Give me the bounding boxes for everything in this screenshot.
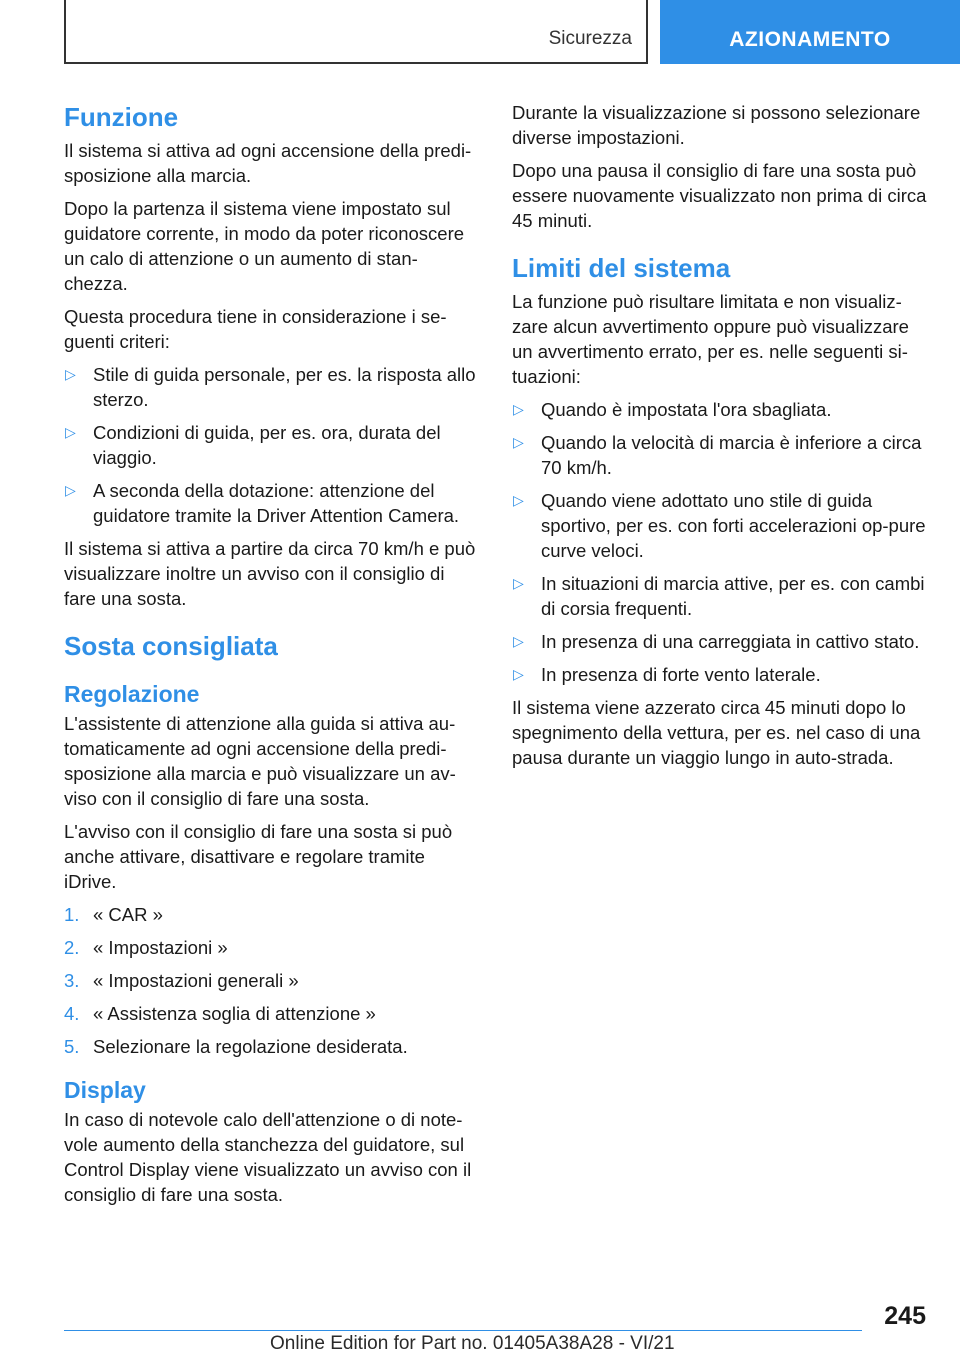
step-text: « CAR » <box>93 904 163 925</box>
triangle-bullet-icon: ▷ <box>513 575 524 591</box>
triangle-bullet-icon: ▷ <box>65 482 76 498</box>
list-item <box>512 488 928 563</box>
paragraph: Dopo la partenza il sistema viene impostato sul guidatore corrente, in modo da poter riconoscere un calo di attenzione o un aumento di stan-chezza. <box>64 198 465 294</box>
triangle-bullet-icon: ▷ <box>513 666 524 682</box>
paragraph: In caso di notevole calo dell'attenzione o di note-vole aumento della stanchezza del guidatore, sul Control Display viene visualizzato un avviso con il consiglio di fare una sosta. <box>64 1109 472 1205</box>
step-item <box>64 1034 480 1059</box>
list-item <box>512 629 928 654</box>
list-item <box>512 662 928 687</box>
paragraph: Dopo una pausa il consiglio di fare una sosta può essere nuovamente visualizzato non prima di circa 45 minuti. <box>512 160 927 231</box>
triangle-bullet-icon: ▷ <box>513 633 524 649</box>
footer-divider <box>64 1330 862 1331</box>
step-number: 1. <box>64 904 80 925</box>
paragraph: Il sistema viene azzerato circa 45 minuti dopo lo spegnimento della vettura, per es. nel caso di una pausa durante un viaggio lungo in auto-strada. <box>512 697 921 768</box>
header-chapter-tab <box>660 0 960 64</box>
page-number: 245 <box>884 1302 926 1330</box>
header-section-box <box>64 0 648 64</box>
list-item-text: In presenza di forte vento laterale. <box>541 664 821 685</box>
paragraph: Il sistema si attiva a partire da circa 70 km/h e può visualizzare inoltre un avviso con il consiglio di fare una sosta. <box>64 538 476 609</box>
triangle-bullet-icon: ▷ <box>513 492 524 508</box>
list-item <box>64 420 480 470</box>
list-item-text: Stile di guida personale, per es. la risposta allo sterzo. <box>93 364 476 410</box>
step-item <box>64 968 480 993</box>
list-item <box>512 571 928 621</box>
step-number: 3. <box>64 970 80 991</box>
right-column <box>512 100 928 778</box>
triangle-bullet-icon: ▷ <box>65 424 76 440</box>
heading-limiti-del-sistema: Limiti del sistema <box>512 253 731 283</box>
list-item-text: Quando è impostata l'ora sbagliata. <box>541 399 832 420</box>
header-section-title: Sicurezza <box>548 28 632 49</box>
criteria-list <box>64 362 480 528</box>
list-item-text: Quando la velocità di marcia è inferiore a circa 70 km/h. <box>541 432 922 478</box>
triangle-bullet-icon: ▷ <box>513 401 524 417</box>
triangle-bullet-icon: ▷ <box>65 366 76 382</box>
heading-display: Display <box>64 1077 146 1103</box>
list-item-text: Quando viene adottato uno stile di guida sportivo, per es. con forti accelerazioni op-pure curve veloci. <box>541 490 926 561</box>
step-text: « Assistenza soglia di attenzione » <box>93 1003 376 1024</box>
paragraph: L'assistente di attenzione alla guida si attiva au-tomaticamente ad ogni accensione della predi-sposizione alla marcia e può visualizzare un av-viso con il consiglio di fare una sosta. <box>64 713 456 809</box>
list-item <box>64 362 480 412</box>
list-item <box>512 430 928 480</box>
heading-regolazione: Regolazione <box>64 681 200 707</box>
heading-sosta-consigliata: Sosta consigliata <box>64 631 278 661</box>
paragraph: Durante la visualizzazione si possono selezionare diverse impostazioni. <box>512 102 921 148</box>
step-item <box>64 902 480 927</box>
paragraph: La funzione può risultare limitata e non visualiz-zare alcun avvertimento oppure può visualizzare un avvertimento errato, per es. nelle seguenti si-tuazioni: <box>512 291 909 387</box>
step-number: 5. <box>64 1036 80 1057</box>
idrive-steps-list <box>64 902 480 1059</box>
step-item <box>64 1001 480 1026</box>
paragraph: Questa procedura tiene in considerazione i se-guenti criteri: <box>64 306 447 352</box>
list-item-text: Condizioni di guida, per es. ora, durata del viaggio. <box>93 422 441 468</box>
list-item <box>512 397 928 422</box>
list-item-text: In situazioni di marcia attive, per es. con cambi di corsia frequenti. <box>541 573 925 619</box>
paragraph: Il sistema si attiva ad ogni accensione della predi-sposizione alla marcia. <box>64 140 472 186</box>
step-text: « Impostazioni » <box>93 937 228 958</box>
footer-edition-text: Online Edition for Part no. 01405A38A28 - VI/21 <box>270 1333 675 1354</box>
list-item-text: A seconda della dotazione: attenzione del guidatore tramite la Driver Attention Camera. <box>93 480 460 526</box>
step-text: Selezionare la regolazione desiderata. <box>93 1036 408 1057</box>
list-item <box>64 478 480 528</box>
triangle-bullet-icon: ▷ <box>513 434 524 450</box>
list-item-text: In presenza di una carreggiata in cattivo stato. <box>541 631 920 652</box>
step-text: « Impostazioni generali » <box>93 970 299 991</box>
step-number: 2. <box>64 937 80 958</box>
left-column <box>64 100 480 1215</box>
step-item <box>64 935 480 960</box>
header-chapter-title: AZIONAMENTO <box>729 28 891 51</box>
step-number: 4. <box>64 1003 80 1024</box>
heading-funzione: Funzione <box>64 102 179 132</box>
paragraph: L'avviso con il consiglio di fare una sosta si può anche attivare, disattivare e regolare tramite iDrive. <box>64 821 453 892</box>
limits-list <box>512 397 928 687</box>
